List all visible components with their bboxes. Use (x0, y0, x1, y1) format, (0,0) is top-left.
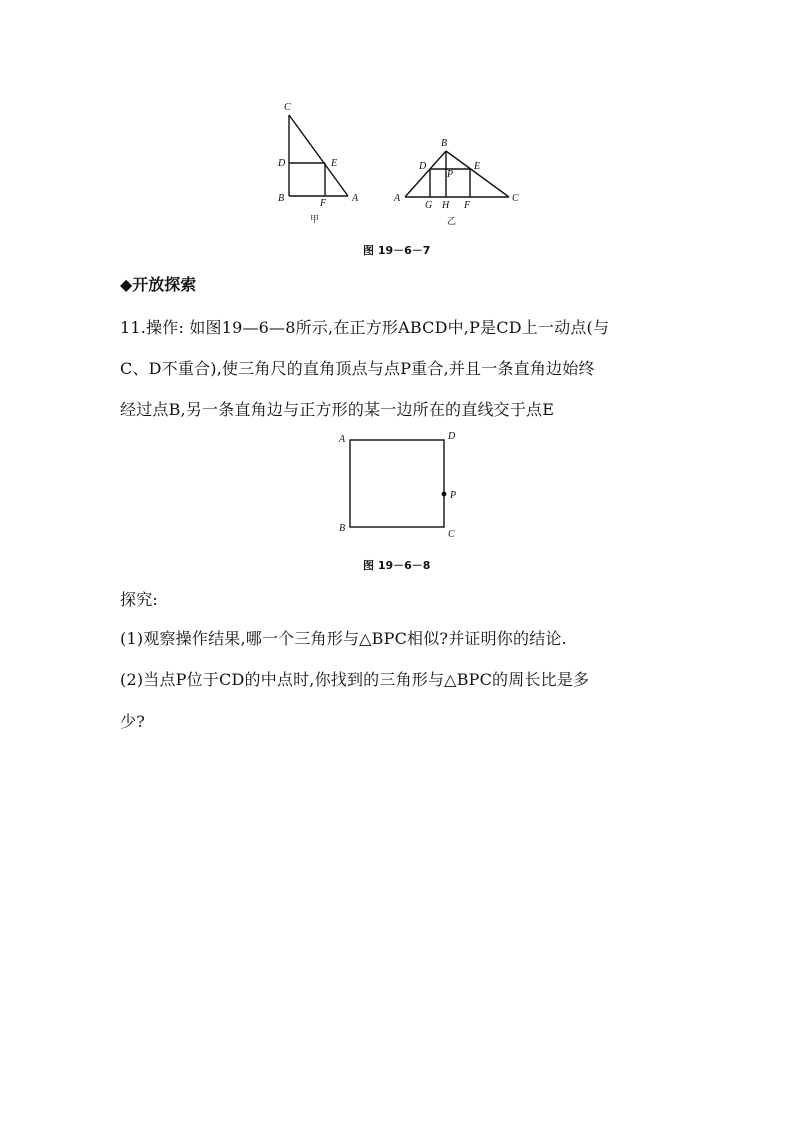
label-a: A (352, 193, 359, 204)
label-c: C (448, 529, 455, 540)
label-c: C (512, 193, 519, 204)
label-b: B (339, 523, 346, 534)
problem-line-3: 经过点B,另一条直角边与正方形的某一边所在的直线交于点E (120, 400, 555, 419)
figure-19-6-7-right (392, 132, 522, 230)
problem-line-2: C、D不重合),使三角尺的直角顶点与点P重合,并且一条直角边始终 (120, 359, 595, 378)
label-f: F (320, 198, 327, 209)
label-d: D (448, 431, 456, 442)
segment-ca (289, 115, 348, 196)
label-a: A (339, 434, 346, 445)
label-b: B (278, 193, 285, 204)
sublabel-jia: 甲 (310, 215, 320, 225)
label-d: D (278, 158, 286, 169)
label-a: A (394, 193, 401, 204)
explore-label: 探究: (120, 590, 158, 609)
label-f: F (464, 200, 471, 211)
problem-line-1: 11.操作: 如图19—6—8所示,在正方形ABCD中,P是CD上一动点(与 (120, 318, 610, 337)
figure-caption-19-6-7: 图 19－6－7 (363, 244, 431, 257)
label-g: G (425, 200, 433, 211)
label-e: E (474, 161, 481, 172)
label-h: H (442, 200, 450, 211)
label-d: D (419, 161, 427, 172)
label-p: P (447, 169, 454, 180)
sublabel-yi: 乙 (447, 217, 457, 227)
figure-caption-19-6-8: 图 19－6－8 (363, 559, 431, 572)
segment-bc (446, 151, 509, 197)
question-2-line-1: (2)当点P位于CD的中点时,你找到的三角形与△BPC的周长比是多 (120, 670, 590, 689)
question-2-line-2: 少? (120, 712, 145, 731)
figure-19-6-7-left (275, 98, 365, 230)
figure-19-6-8 (334, 428, 464, 546)
label-e: E (331, 158, 338, 169)
segment-ab (405, 151, 446, 197)
label-p: P (450, 490, 457, 501)
section-heading: ◆开放探索 (120, 275, 197, 294)
square-abcd (350, 440, 444, 527)
question-1: (1)观察操作结果,哪一个三角形与△BPC相似?并证明你的结论. (120, 629, 567, 648)
label-b: B (441, 138, 448, 149)
label-c: C (284, 102, 291, 113)
point-p (442, 492, 447, 497)
